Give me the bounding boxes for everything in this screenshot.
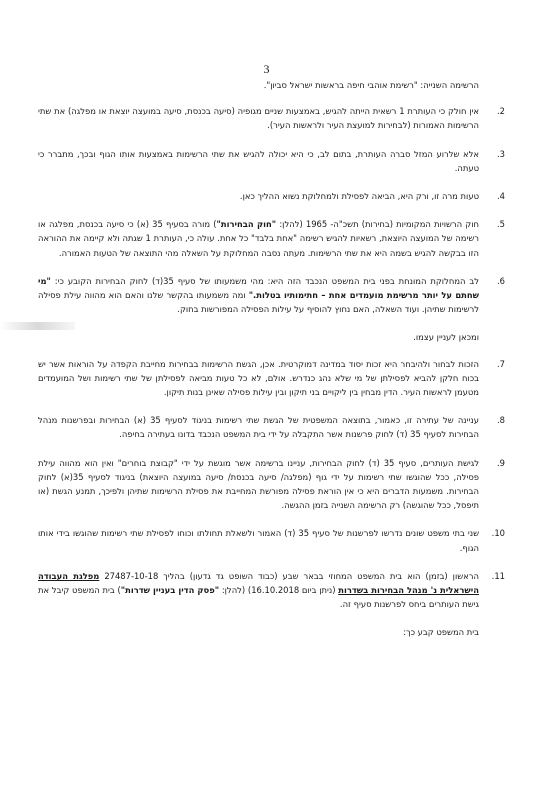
paragraph-number: 11. [491, 570, 505, 581]
text-segment: אלא שלרוע המזל סברה העותרת, בתום לב, כי היא יכולה להגיש את שתי הרשימות באמצעות אותו הגוף ובכך, מתברר כי טעתה. [38, 148, 479, 173]
text-segment: חוק הרשויות המקומיות (בחירות) תשכ"ה- 1965 (להלן: [276, 219, 479, 230]
bold-text-segment: מפלגת העבודה הישראלית נ' מנהל הבחירות בשדרות [38, 570, 479, 596]
text-segment: אין חולק כי העותרת 1 רשאית הייתה להגיש, באמצעות שניים מגופיה (סיעה בכנסת, סיעה במועצה יוצאת או מפלגה) את שתי הרשימות האמורות (לבחירות למועצת העיר ולראשות העיר). [38, 106, 480, 131]
text-segment: ) מורה בסעיף 35 (א) כי סיעה בכנסת, מפלגה או רשימה של המועצה היוצאת, רשאיות להגיש רשימה "אחת בלבד" כל אחת. עולה כי, העותרת 1 שגתה ולא קיימה את ההוראה הזו בבקשה להגיש בשמה היא את שתי הרשימות. מעתה נסבה המחלוקת על השאלה מהי התוצאה של הטעות האמורה. [38, 219, 479, 258]
numbered-paragraph [38, 357, 505, 400]
paragraph-text [38, 526, 479, 554]
text-segment: הזכות לבחור ולהיבחר היא זכות יסוד במדינה דמוקרטית. אכן, הגשת הרשימות בבחירות מחייבת הקפדה על הוראות אשר יש בכוח חלקן להביא לפסילתן של מי שלא נהג כנדרש. אולם, לא כל טעות מביאה לפסילתן של שתי רשימות ושל המועמדים מטעמן לראשות העיר. הדין מבחין בין ליקויים בני תיקון ובין עילות פסילה שאינן בנות תיקון. [38, 358, 479, 398]
text-segment: עניינה של עתירה זו, כאמור, בתוצאה המשפטית של הגשת שתי רשימות בניגוד לסעיף 35 (א) הבחירות ובפרשנות מנהל הבחירות לסעיף 35 (ד) לחוק פרשנות אשר התקבלה על ידי בית המשפט הנכבד בדונו בעתירה בחיפה. [38, 415, 479, 440]
paragraph-text [38, 104, 479, 132]
paragraph-number: 10. [491, 528, 505, 539]
paragraph-number: 9. [496, 457, 505, 468]
numbered-paragraph [38, 526, 505, 554]
mid-line: ומכאן לעניין עצמו. [413, 332, 479, 343]
numbered-paragraph [38, 189, 505, 203]
paragraph-number: 4. [496, 191, 505, 202]
paragraph-text [38, 357, 479, 400]
text-segment: הראשון (בזמן) הוא בית המשפט המחוזי בבאר שבע (כבוד השופט גד גדעון) בהליך 27487-10-18 [99, 570, 479, 581]
paragraph-text [38, 189, 479, 203]
numbered-paragraph [38, 147, 505, 175]
bold-text-segment: "פסק הדין בעניין שדרות" [120, 585, 220, 596]
paragraph-number: 7. [496, 358, 505, 369]
text-segment: שני בתי משפט שונים נדרשו לפרשנות של סעיף 35 (ד) האמור ולשאלת תחולתו וכוחו לפסילת שתי רשימות שהוגשו בידי אותו הגוף. [38, 528, 480, 553]
numbered-paragraph [38, 104, 505, 132]
numbered-paragraph [38, 413, 505, 441]
text-segment: טעות מרה זו, ורק היא, הביאה לפסילת ולמחלוקת נשוא ההליך כאן. [239, 191, 479, 202]
text-segment: ) בית המשפט קיבל את גישת העותרים ביחס לפרשנות סעיף זה. [38, 585, 479, 610]
paragraph-list [38, 104, 505, 316]
paragraph-number: 6. [496, 275, 505, 286]
paragraph-text [38, 413, 479, 441]
intro-line: הרשימה השנייה: "רשימת אוהבי חיפה בראשות ישראל סביון". [263, 80, 479, 90]
text-segment: (ניתן ביום 16.10.2018) (להלן: [219, 585, 339, 596]
numbered-paragraph [38, 274, 505, 317]
numbered-paragraph [38, 456, 505, 513]
bold-text-segment: "חוק הבחירות" [216, 219, 277, 230]
paragraph-number: 2. [496, 106, 505, 117]
text-segment: ומה משמעותו בהקשר שלנו והאם הוא מהווה עילת פסילה לרשימות שתיהן. ועוד השאלה, האם נחוץ להוסיף על עילות הפסילה המפורשות בחוק. [38, 290, 479, 315]
paragraph-text [38, 274, 479, 317]
paragraph-number: 5. [496, 219, 505, 230]
text-segment: לגישת העותרים, סעיף 35 (ד) לחוק הבחירות, עניינו ברשימה אשר מוגשת על ידי "קבוצת בוחרים" ואין הוא מהווה עילת פסילה, ככל שהוגשו שתי רשימות על ידי גוף (מפלגה/ סיעה בכנסת/ סיעה במועצה היוצאת) בניגוד לסעיף 35(א) לחוק הבחירות. משמעות הדברים היא כי אין הוראת פסילה מפורשת המחייבת את פסילת הרשימות שתיהן ולפיכך, תמנע הגשת (או תיפסל, ככל שהוגשה) רק הרשימה השנייה בזמן ההגשה. [38, 457, 479, 511]
paragraph-number: 3. [496, 148, 505, 159]
page-number: 3 [263, 62, 270, 76]
paragraph-text [38, 456, 479, 513]
text-segment: לב המחלוקת המונחת בפני בית המשפט הנכבד הזה היא: מהי משמעותו של סעיף 35(ד) לחוק הבחירות הקובע כי: [50, 275, 480, 286]
paragraph-text [38, 569, 479, 612]
bold-text-segment: "מי שחתם על יותר מרשימת מועמדים אחת – חתימותיו בטלות." [38, 275, 479, 301]
document-body [38, 78, 505, 652]
paragraph-number: 8. [496, 415, 505, 426]
paragraph-text [38, 217, 479, 260]
numbered-paragraph [38, 217, 505, 260]
paragraph-list-continued [38, 357, 505, 612]
paragraph-text [38, 147, 479, 175]
numbered-paragraph [38, 569, 505, 612]
closing-line: בית המשפט קבע כך: [403, 627, 479, 638]
